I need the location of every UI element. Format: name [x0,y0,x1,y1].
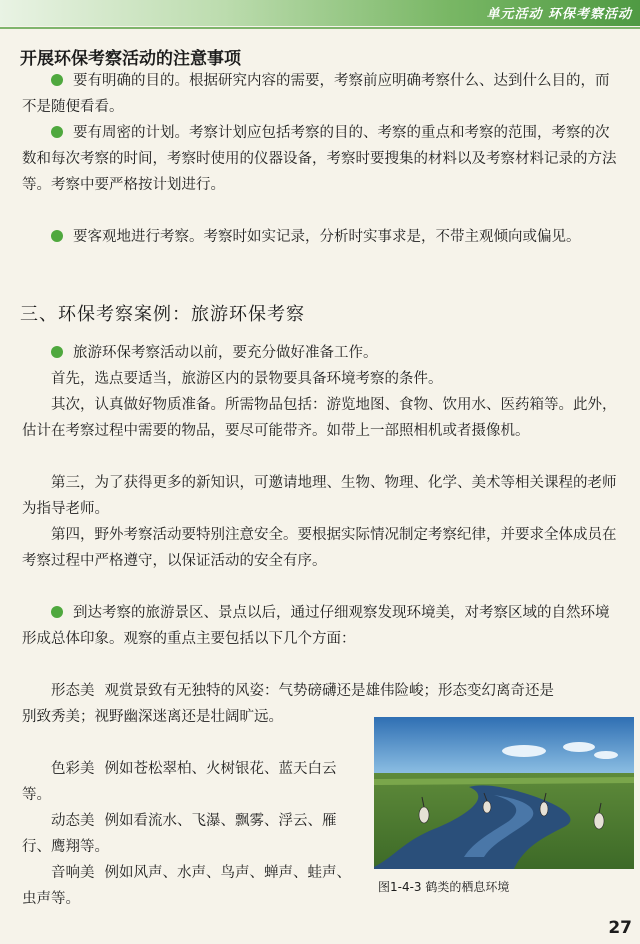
bullet-icon [51,126,63,138]
case-heading: 三、环保考察案例：旅游环保考察 [20,304,305,325]
arrive-bullet: 到达考察的旅游景区、景点以后，通过仔细观察发现环境美，对考察区域的自然环境形成总体印象。观察的重点主要包括以下几个方面： [22,605,610,647]
page-number: 27 [608,918,632,938]
note-objective: 要客观地进行考察。考察时如实记录，分析时实事求是，不带主观倾向或偏见。 [22,224,622,250]
prep-step-4: 第四，野外考察活动要特别注意安全。要根据实际情况制定考察纪律，并要求全体成员在考察过程中严格遵守，以保证活动的安全有序。 [22,527,617,569]
crane-habitat-photo [374,717,634,869]
bullet-icon [51,606,63,618]
prep-step-1: 首先，选点要适当，旅游区内的景物要具备环境考察的条件。 [51,371,443,387]
note-purpose: 要有明确的目的。根据研究内容的需要，考察前应明确考察什么、达到什么目的，而不是随便看看。 [22,73,610,115]
aspect-form: 形态美 观赏景致有无独特的风姿：气势磅礴还是雄伟险峻；形态变幻离奇还是别致秀美；视野幽深迷离还是壮阔旷远。 [22,683,554,725]
page-header-band [0,0,640,26]
running-header: 单元活动 环保考察活动 [486,7,632,22]
figure-caption: 图1-4-3 鹤类的栖息环境 [378,880,510,894]
header-rule [0,27,640,29]
bullet-icon [51,74,63,86]
bullet-icon [51,230,63,242]
prep-step-3: 第三，为了获得更多的新知识，可邀请地理、生物、物理、化学、美术等相关课程的老师为指导老师。 [22,475,617,517]
prep-step-2: 其次，认真做好物质准备。所需物品包括：游览地图、食物、饮用水、医药箱等。此外，估计在考察过程中需要的物品，要尽可能带齐。如带上一部照相机或者摄像机。 [22,397,617,439]
bullet-icon [51,346,63,358]
prep-bullet: 旅游环保考察活动以前，要充分做好准备工作。 [22,340,622,366]
aspect-motion: 动态美 例如看流水、飞瀑、飘雾、浮云、雁行、鹰翔等。 [22,813,337,855]
section-title: 开展环保考察活动的注意事项 [20,49,241,69]
aspect-sound: 音响美 例如风声、水声、鸟声、蝉声、蛙声、虫声等。 [22,865,351,907]
aspect-color: 色彩美 例如苍松翠柏、火树银花、蓝天白云等。 [22,761,337,803]
note-plan: 要有周密的计划。考察计划应包括考察的目的、考察的重点和考察的范围，考察的次数和每次考察的时间，考察时使用的仪器设备，考察时要搜集的材料以及考察材料记录的方法等。考察中要严格按计划进行。 [22,125,617,193]
